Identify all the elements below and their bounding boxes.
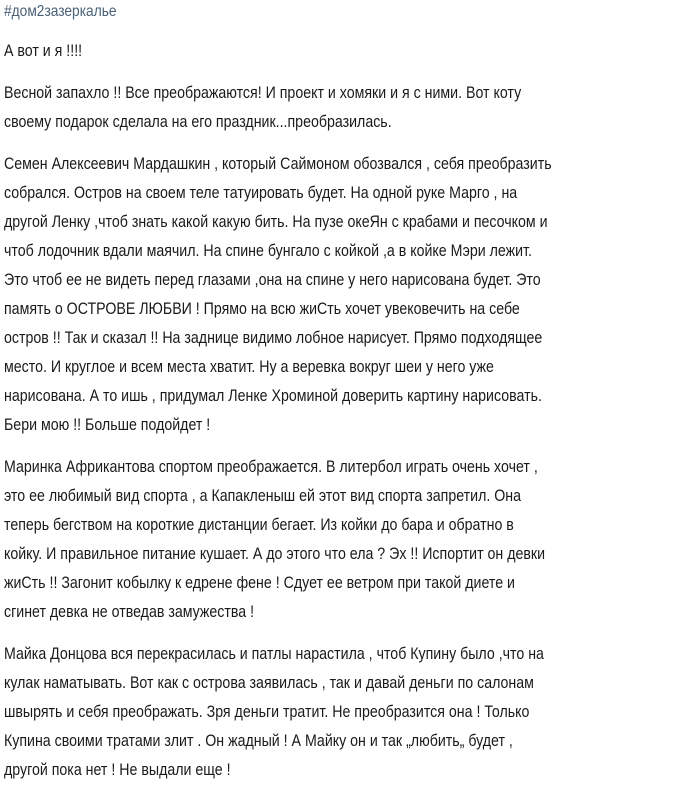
text-line: своему подарок сделала на его праздник...преобразилась.: [4, 113, 392, 131]
spacer: [4, 137, 699, 150]
paragraph-semen: [4, 150, 699, 440]
spacer: [4, 440, 699, 453]
text-line: Весной запахло !! Все преображаются! И проект и хомяки и я с ними. Вот коту: [4, 84, 522, 102]
text-line: койку. И правильное питание кушает. А до этого что ела ? Эх !! Испортит он девки: [4, 545, 546, 563]
text-line: теперь бегством на короткие дистанции бегает. Из койки до бара и обратно в: [4, 516, 514, 534]
text-line: чтоб лодочник вдали маячил. На спине бунгало с койкой ,а в койке Мэри лежит.: [4, 242, 532, 260]
text-line: остров !! Так и сказал !! На заднице видимо лобное нарисует. Прямо подходящее: [4, 329, 543, 347]
spacer: [4, 66, 699, 79]
text-line: Это чтоб ее не видеть перед глазами ,она на спине у него нарисована будет. Это: [4, 271, 541, 289]
post-body: [4, 0, 699, 785]
text-line: собрался. Остров на своем теле татуировать будет. На одной руке Марго , на: [4, 184, 518, 202]
text-line: Семен Алексеевич Мардашкин , который Саймоном обозвался , себя преобразить: [4, 155, 552, 173]
paragraph-maika: [4, 640, 699, 785]
text-line: Бери мою !! Больше подойдет !: [4, 416, 211, 434]
text-line: место. И круглое и всем места хватит. Ну а веревка вокруг шеи у него уже: [4, 358, 494, 376]
text-line: Купина своими тратами злит . Он жадный ! А Майку он и так „любить„ будет ,: [4, 732, 513, 750]
text-line: другой пока нет ! Не выдали еще !: [4, 761, 231, 779]
paragraph-intro: [4, 37, 699, 66]
paragraph-marinka: [4, 453, 699, 627]
spacer: [4, 627, 699, 640]
text-line: А вот и я !!!!: [4, 42, 83, 60]
text-line: память о ОСТРОВЕ ЛЮБВИ ! Прямо на всю жиСть хочет увековечить на себе: [4, 300, 520, 318]
text-line: сгинет девка не отведав замужества !: [4, 603, 255, 621]
text-line: нарисована. А то ишь , придумал Ленке Хроминой доверить картину нарисовать.: [4, 387, 542, 405]
hashtag-link[interactable]: #дом2зазеркалье: [4, 3, 117, 20]
text-line: швырять и себя преображать. Зря деньги тратит. Не преобразится она ! Только: [4, 703, 530, 721]
text-line: кулак наматывать. Вот как с острова заявилась , так и давай деньги по салонам: [4, 674, 534, 692]
text-line: Маринка Африкантова спортом преображается. В литербол играть очень хочет ,: [4, 458, 538, 476]
text-line: Майка Донцова вся перекрасилась и патлы нарастила , чтоб Купину было ,что на: [4, 645, 544, 663]
paragraph-spring: [4, 79, 699, 137]
spacer: [4, 24, 699, 37]
text-line: это ее любимый вид спорта , а Капакленыш ей этот вид спорта запретил. Она: [4, 487, 522, 505]
text-line: жиСть !! Загонит кобылку к едрене фене ! Сдует ее ветром при такой диете и: [4, 574, 515, 592]
text-line: другой Ленку ,чтоб знать какой какую бить. На пузе океЯн с крабами и песочком и: [4, 213, 548, 231]
